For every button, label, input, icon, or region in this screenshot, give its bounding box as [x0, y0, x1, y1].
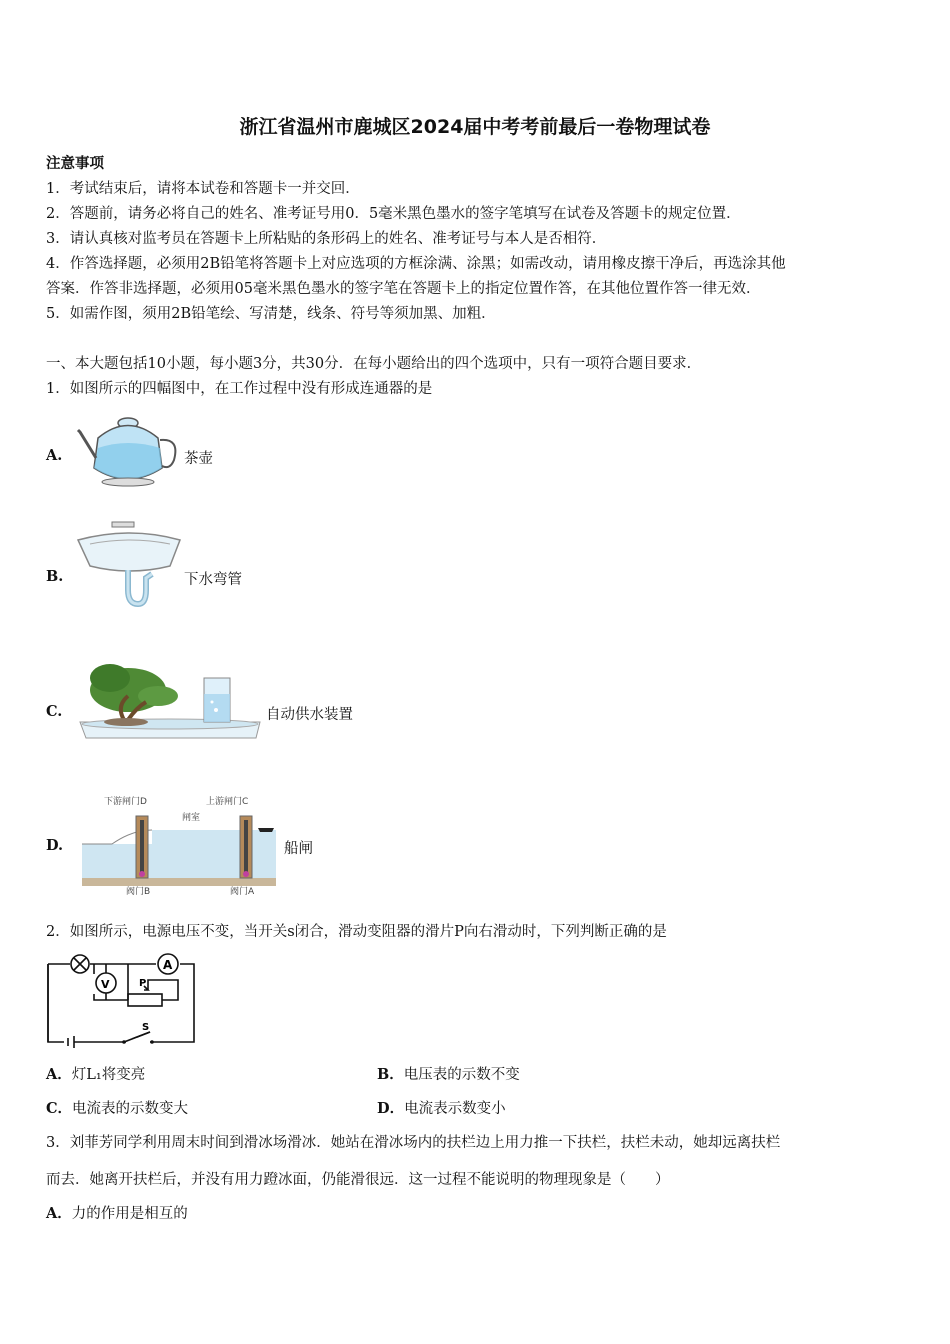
- question-3-stem-line1: 3．刘菲芳同学利用周末时间到滑冰场滑冰．她站在滑冰场内的扶栏边上用力推一下扶栏，扶栏未动，她却远离扶栏: [46, 1135, 781, 1151]
- lock-valve-a-label: 阀门A: [230, 887, 255, 897]
- option-label: A．: [46, 1066, 72, 1083]
- option-a-text: 茶壶: [184, 451, 213, 467]
- q2-option-c: [46, 1097, 188, 1118]
- ammeter-label: A: [163, 958, 173, 972]
- notice-item: 2．答题前，请务必将自己的姓名、准考证号用0．5毫米黑色墨水的签字笔填写在试卷及答题卡的规定位置．: [46, 206, 741, 222]
- sink-trap-figure: [76, 518, 184, 610]
- option-label: A．: [46, 1205, 72, 1222]
- notice-item: 5．如需作图，须用2B铅笔绘、写清楚，线条、符号等须加黑、加粗．: [46, 306, 496, 322]
- option-text: 电压表的示数不变: [403, 1067, 520, 1083]
- lock-chamber-label: 闸室: [182, 813, 201, 823]
- option-text: 电流表示数变小: [404, 1101, 506, 1117]
- option-text: 灯L₁将变亮: [71, 1067, 146, 1083]
- q2-option-b: [377, 1063, 520, 1084]
- page-title: 浙江省温州市鹿城区2024届中考考前最后一卷物理试卷: [239, 116, 711, 138]
- question-1-stem: 1．如图所示的四幅图中，在工作过程中没有形成连通器的是: [46, 381, 433, 397]
- q2-option-d: [377, 1097, 506, 1118]
- option-text: 力的作用是相互的: [71, 1206, 188, 1222]
- option-label: D．: [377, 1100, 405, 1117]
- option-b-text: 下水弯管: [184, 572, 242, 588]
- voltmeter-label: V: [101, 978, 110, 991]
- question-3-stem-line2: 而去．她离开扶栏后，并没有用力蹬冰面，仍能滑很远．这一过程不能说明的物理现象是（ ）: [46, 1172, 670, 1188]
- option-d-text: 船闸: [284, 841, 313, 857]
- notice-item: 3．请认真核对监考员在答题卡上所粘贴的条形码上的姓名、准考证号与本人是否相符．: [46, 231, 607, 247]
- question-2-stem: 2．如图所示，电源电压不变，当开关s闭合，滑动变阻器的滑片P向右滑动时，下列判断正确的是: [46, 924, 667, 940]
- ship-lock-figure: [82, 790, 276, 898]
- option-label: C．: [46, 1100, 73, 1117]
- notice-item: 答案．作答非选择题，必须用05毫米黑色墨水的签字笔在答题卡上的指定位置作答，在其他位置作答一律无效．: [46, 281, 761, 297]
- lock-gate-c-label: 上游闸门C: [206, 797, 249, 807]
- switch-s-label: S: [142, 1022, 150, 1033]
- lock-gate-d-label: 下游闸门D: [104, 797, 147, 807]
- slider-p-label: P: [139, 978, 147, 989]
- option-text: 电流表的示数变大: [72, 1101, 189, 1117]
- auto-water-figure: [76, 650, 262, 746]
- q3-option-a: [46, 1202, 188, 1223]
- teapot-figure: [76, 408, 180, 490]
- circuit-diagram: [44, 950, 204, 1050]
- option-c-text: 自动供水装置: [266, 707, 353, 723]
- notice-item: 4．作答选择题，必须用2B铅笔将答题卡上对应选项的方框涂满、涂黑；如需改动，请用橡皮擦干净后，再选涂其他: [46, 256, 786, 272]
- option-label: B．: [377, 1066, 404, 1083]
- option-c-label: C.: [46, 703, 63, 720]
- option-b-label: B.: [46, 568, 64, 585]
- notice-item: 1．考试结束后，请将本试卷和答题卡一并交回．: [46, 181, 360, 197]
- section-heading: 一、本大题包括10小题，每小题3分，共30分．在每小题给出的四个选项中，只有一项符合题目要求．: [46, 356, 702, 372]
- option-d-label: D.: [46, 837, 64, 854]
- notice-heading: 注意事项: [46, 155, 104, 172]
- option-a-label: A.: [46, 447, 63, 464]
- q2-option-a: [46, 1063, 145, 1084]
- lock-valve-b-label: 阀门B: [126, 887, 151, 897]
